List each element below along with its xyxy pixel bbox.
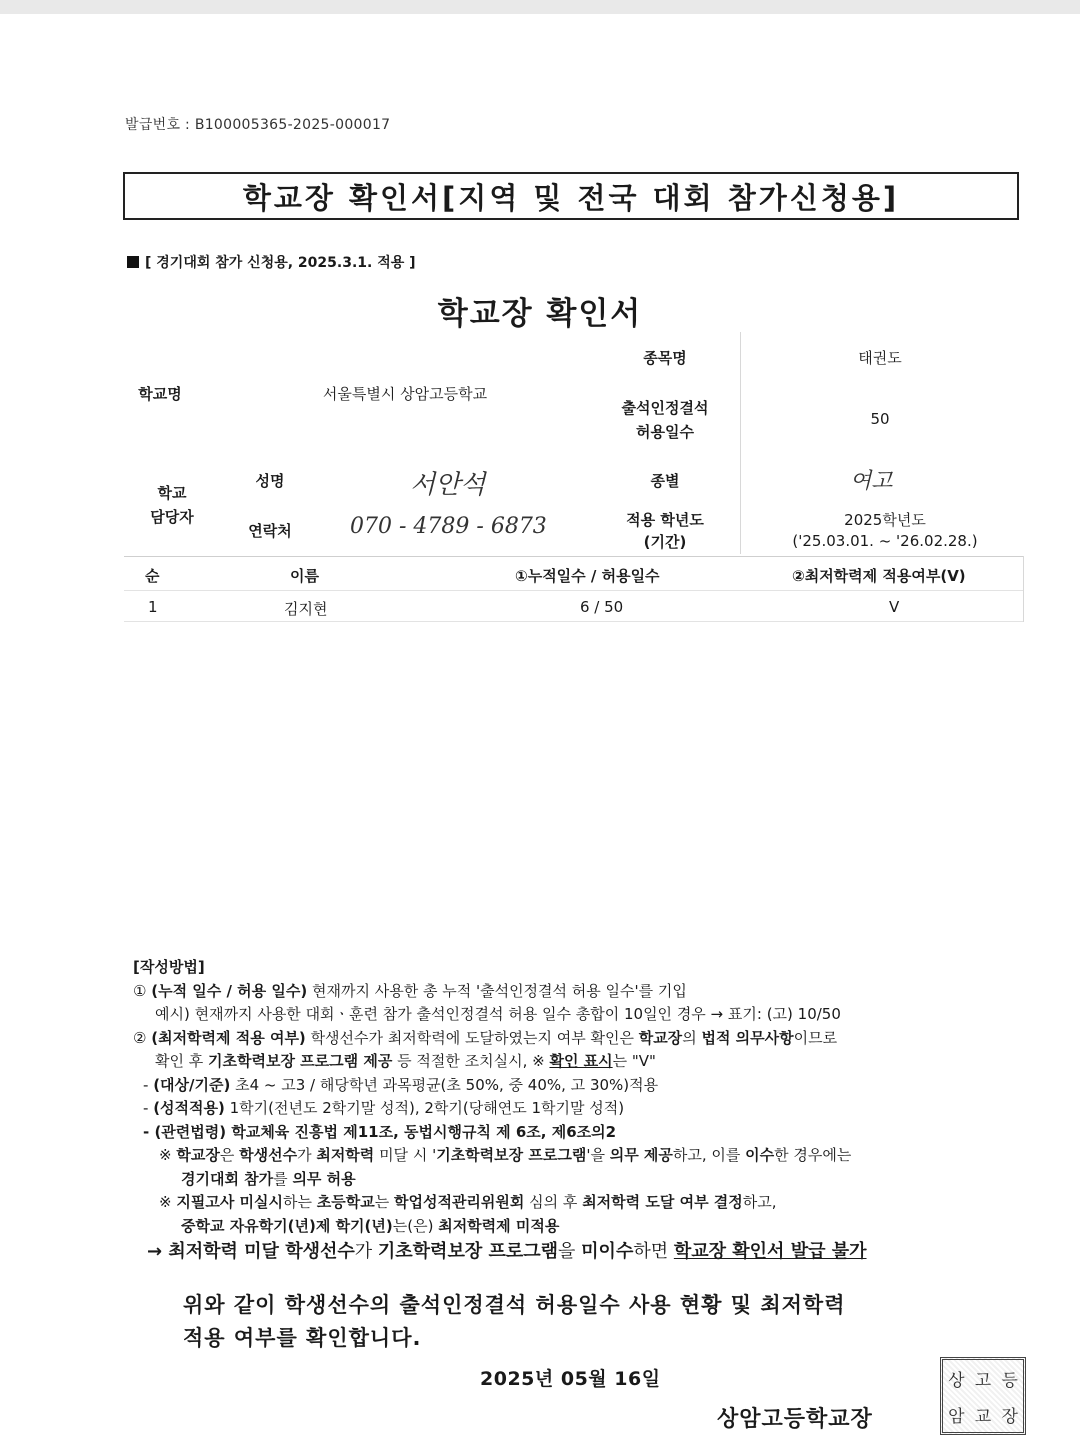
document-title: 학교장 확인서[지역 및 전국 대회 참가신청용] bbox=[123, 172, 1019, 220]
guide-line-3: ② (최저학력제 적용 여부) 학생선수가 최저학력에 도달하였는지 여부 확인은 학교장의 법적 의무사항이므로 bbox=[133, 1028, 838, 1047]
column-divider bbox=[740, 332, 741, 554]
application-notice bbox=[127, 252, 416, 272]
guide-line-6: - (성적적용) 1학기(전년도 2학기말 성적), 2학기(당해연도 1학기말 성적) bbox=[143, 1099, 625, 1117]
manager-label-2: 담당자 bbox=[150, 508, 194, 526]
seal-char: 고 bbox=[974, 1370, 992, 1391]
col-header-min-academic: ②최저학력제 적용여부(V) bbox=[792, 567, 966, 585]
school-label: 학교명 bbox=[138, 385, 182, 403]
guide-line-5: - (대상/기준) 초4 ~ 고3 / 해당학년 과목평균(초 50%, 중 40%, 고 30%)적용 bbox=[143, 1075, 659, 1094]
name-label: 성명 bbox=[255, 472, 285, 490]
table-right-edge bbox=[1023, 556, 1024, 622]
guide-line-7: - (관련법령) 학교체육 진흥법 제11조, 동법시행규칙 제 6조, 제6조의2 bbox=[143, 1122, 617, 1141]
guide-heading: [작성방법] bbox=[133, 958, 205, 976]
guide-line-2: 예시) 현재까지 사용한 대회ㆍ훈련 참가 출석인정결석 허용 일수 총합이 10일인 경우 → 표기: (고) 10/50 bbox=[155, 1005, 841, 1023]
year-label-2: (기간) bbox=[643, 533, 687, 551]
seal-char: 암 bbox=[948, 1406, 965, 1427]
guide-line-4: 확인 후 기초학력보장 프로그램 제공 등 적절한 조치실시, ※ 확인 표시는 "V" bbox=[155, 1052, 656, 1070]
year-value-2: ('25.03.01. ~ '26.02.28.) bbox=[792, 532, 978, 550]
guide-line-8: ※ 학교장은 학생선수가 최저학력 미달 시 '기초학력보장 프로그램'을 의무 제공하고, 이를 이수한 경우에는 bbox=[159, 1146, 852, 1164]
col-header-number: 순 bbox=[145, 567, 160, 585]
table-top-rule bbox=[124, 556, 1024, 557]
table-row bbox=[124, 591, 1024, 621]
allowed-days-label-2: 허용일수 bbox=[636, 423, 694, 441]
category-value: 여고 bbox=[850, 469, 893, 494]
name-value: 서안석 bbox=[410, 470, 486, 500]
manager-label-1: 학교 bbox=[157, 484, 187, 502]
row-min-academic: V bbox=[889, 598, 900, 616]
event-value: 태권도 bbox=[858, 349, 902, 367]
issue-number: 발급번호 : B100005365-2025-000017 bbox=[125, 117, 391, 133]
principal-seal-stamp bbox=[940, 1357, 1026, 1435]
confirmation-line-1: 위와 같이 학생선수의 출석인정결석 허용일수 사용 현황 및 최저학력 bbox=[183, 1293, 846, 1317]
writing-guide bbox=[133, 956, 867, 1264]
row-days: 6 / 50 bbox=[580, 598, 624, 616]
form-subtitle: 학교장 확인서 bbox=[437, 296, 643, 332]
allowed-days-value: 50 bbox=[870, 410, 890, 428]
principal-name: 상암고등학교장 bbox=[717, 1407, 873, 1432]
guide-line-9: 경기대회 참가를 의무 허용 bbox=[181, 1169, 356, 1188]
notice-text: [ 경기대회 참가 신청용, 2025.3.1. 적용 ] bbox=[145, 255, 416, 271]
row-name: 김지현 bbox=[284, 600, 328, 618]
table-bottom-rule bbox=[124, 621, 1024, 622]
year-label-1: 적용 학년도 bbox=[626, 511, 704, 529]
guide-line-10: ※ 지필고사 미실시하는 초등학교는 학업성적관리위원회 심의 후 최저학력 도달 여부 결정하고, bbox=[159, 1193, 777, 1211]
seal-char: 상 bbox=[948, 1370, 965, 1391]
confirmation-line-2: 적용 여부를 확인합니다. bbox=[183, 1326, 422, 1350]
category-label: 종별 bbox=[650, 472, 680, 490]
seal-char: 등 bbox=[1001, 1370, 1018, 1391]
confirmation-text bbox=[183, 1289, 846, 1355]
event-label: 종목명 bbox=[643, 349, 687, 367]
year-value-1: 2025학년도 bbox=[844, 511, 926, 529]
square-bullet-icon bbox=[127, 256, 139, 268]
col-header-days: ①누적일수 / 허용일수 bbox=[515, 567, 660, 585]
seal-char: 교 bbox=[974, 1406, 992, 1427]
guide-line-1: ① (누적 일수 / 허용 일수) 현재까지 사용한 총 누적 '출석인정결석 허용 일수'를 기입 bbox=[133, 981, 687, 1000]
contact-value: 070 - 4789 - 6873 bbox=[350, 514, 547, 539]
seal-char: 장 bbox=[1001, 1406, 1018, 1427]
allowed-days-label-1: 출석인정결석 bbox=[621, 399, 709, 417]
contact-label: 연락처 bbox=[248, 522, 292, 540]
row-number: 1 bbox=[148, 598, 158, 616]
col-header-name: 이름 bbox=[290, 567, 319, 585]
guide-line-11: 중학교 자유학기(년)제 학기(년)는(은) 최저학력제 미적용 bbox=[181, 1216, 560, 1235]
guide-line-12: → 최저학력 미달 학생선수가 기초학력보장 프로그램을 미이수하면 학교장 확인서 발급 불가 bbox=[147, 1241, 867, 1262]
issue-date: 2025년 05월 16일 bbox=[480, 1368, 661, 1390]
document-page bbox=[0, 14, 1080, 1455]
school-value: 서울특별시 상암고등학교 bbox=[322, 385, 488, 403]
